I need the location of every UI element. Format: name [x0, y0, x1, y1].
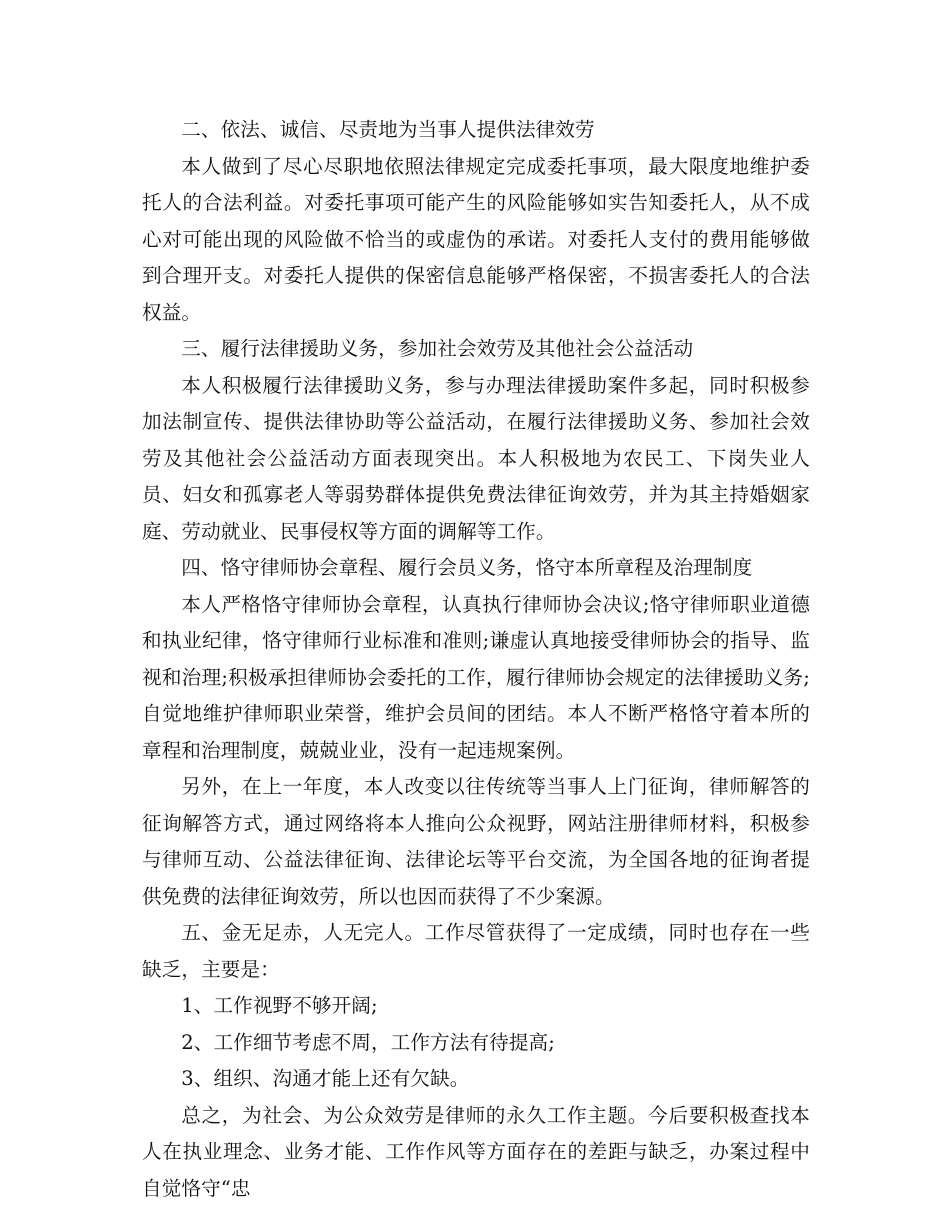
paragraph: 另外，在上一年度，本人改变以往传统等当事人上门征询，律师解答的征询解答方式，通过网络将本人推向公众视野，网站注册律师材料，积极参与律师互动、公益法律征询、法律论坛等平台交流，为全国各地的征询者提供免费的法律征询效劳，所以也因而获得了不少案源。 — [142, 775, 810, 908]
list-item: 1、工作视野不够开阔; — [181, 994, 378, 1017]
paragraph: 总之，为社会、为公众效劳是律师的永久工作主题。今后要积极查找本人在执业理念、业务才能、工作作风等方面存在的差距与缺乏，办案过程中自觉恪守“忠 — [142, 1103, 810, 1200]
document-page — [142, 112, 810, 1207]
paragraph: 本人严格恪守律师协会章程，认真执行律师协会决议;恪守律师职业道德和执业纪律，恪守律师行业标准和准则;谦虚认真地接受律师协会的指导、监视和治理;积极承担律师协会委托的工作，履行律师协会规定的法律援助义务;自觉地维护律师职业荣誉，维护会员间的团结。本人不断严格恪守着本所的章程和治理制度，兢兢业业，没有一起违规案例。 — [142, 592, 810, 762]
paragraph: 本人积极履行法律援助义务，参与办理法律援助案件多起，同时积极参加法制宣传、提供法律协助等公益活动，在履行法律援助义务、参加社会效劳及其他社会公益活动方面表现突出。本人积极地为农民工、下岗失业人员、妇女和孤寡老人等弱势群体提供免费法律征询效劳，并为其主持婚姻家庭、劳动就业、民事侵权等方面的调解等工作。 — [142, 373, 810, 543]
section-heading-4: 四、恪守律师协会章程、履行会员义务，恪守本所章程及治理制度 — [181, 556, 753, 579]
list-item: 2、工作细节考虑不周，工作方法有待提高; — [181, 1030, 555, 1054]
list-item: 3、组织、沟通才能上还有欠缺。 — [181, 1067, 470, 1090]
section-heading-2: 二、依法、诚信、尽责地为当事人提供法律效劳 — [181, 118, 595, 141]
section-heading-5: 五、金无足赤，人无完人。工作尽管获得了一定成绩，同时也存在一些缺乏，主要是： — [142, 921, 810, 981]
section-heading-3: 三、履行法律援助义务，参加社会效劳及其他社会公益活动 — [181, 337, 694, 360]
paragraph: 本人做到了尽心尽职地依照法律规定完成委托事项，最大限度地维护委托人的合法利益。对委托事项可能产生的风险能够如实告知委托人，从不成心对可能出现的风险做不恰当的或虚伪的承诺。对委托人支付的费用能够做到合理开支。对委托人提供的保密信息能够严格保密，不损害委托人的合法权益。 — [142, 154, 810, 324]
